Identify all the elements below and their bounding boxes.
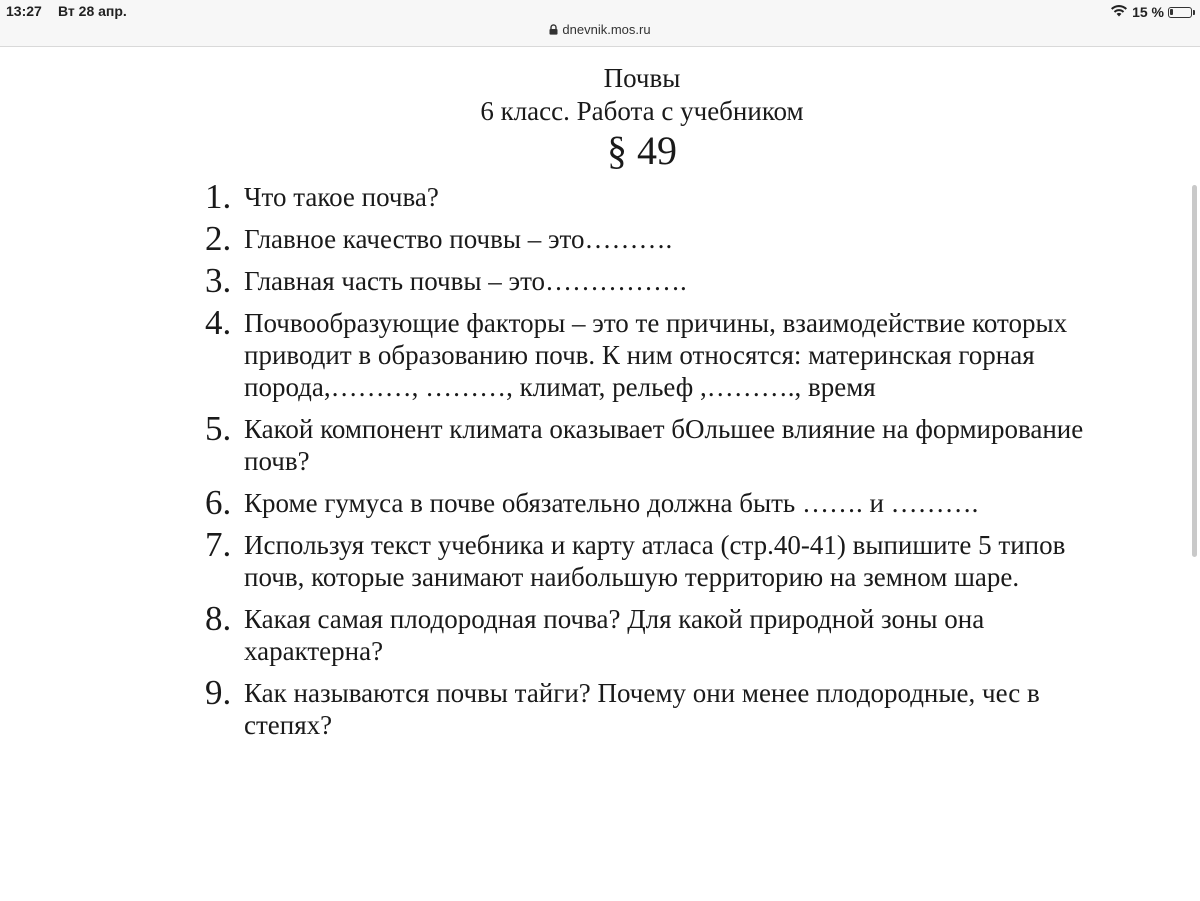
question-text: Что такое почва? [244,182,439,212]
document-page [0,47,1200,901]
question-number: 4. [205,303,232,342]
question-item [205,525,1125,593]
question-text: Кроме гумуса в почве обязательно должна быть ……. и ………. [244,488,979,518]
document-title: Почвы [603,63,681,93]
question-item [205,673,1125,741]
question-text: Главное качество почвы – это………. [244,224,673,254]
scrollbar[interactable] [1192,185,1197,557]
question-text: Главная часть почвы – это……………. [244,266,687,296]
question-item [205,483,1125,522]
question-text: Почвообразующие факторы – это те причины, взаимодействие которых приводит в образованию почв. К ним относятся: материнская горная порода,………, ………, климат, рельеф ,………., время [244,308,1068,402]
wifi-icon [1110,4,1128,20]
question-number: 6. [205,483,232,522]
question-number: 7. [205,525,232,564]
question-number: 2. [205,219,232,258]
question-number: 5. [205,409,232,448]
question-list [205,177,1125,751]
question-number: 8. [205,599,232,638]
question-item [205,599,1125,667]
question-number: 1. [205,177,232,216]
battery-fill [1170,9,1173,15]
question-item [205,409,1125,477]
address-bar[interactable] [0,22,1200,38]
question-text: Как называются почвы тайги? Почему они менее плодородные, чес в степях? [244,678,1040,740]
question-number: 3. [205,261,232,300]
status-right [1110,3,1192,21]
question-text: Используя текст учебника и карту атласа (стр.40-41) выпишите 5 типов почв, которые занимают наибольшую территорию на земном шаре. [244,530,1066,592]
question-item [205,261,1125,300]
url-text: dnevnik.mos.ru [562,22,651,37]
document-subtitle: 6 класс. Работа с учебником [480,96,804,126]
question-item [205,303,1125,403]
status-bar [0,0,1200,47]
status-time: 13:27 [6,3,42,19]
question-item [205,177,1125,216]
question-text: Какой компонент климата оказывает бОльшее влияние на формирование почв? [244,414,1084,476]
document-header [0,62,1200,174]
paragraph-number: § 49 [607,128,677,173]
question-item [205,219,1125,258]
question-text: Какая самая плодородная почва? Для какой природной зоны она характерна? [244,604,985,666]
battery-icon [1168,7,1192,18]
status-date: Вт 28 апр. [58,3,127,19]
question-number: 9. [205,673,232,712]
lock-icon [549,23,558,38]
battery-percent: 15 % [1132,4,1164,20]
